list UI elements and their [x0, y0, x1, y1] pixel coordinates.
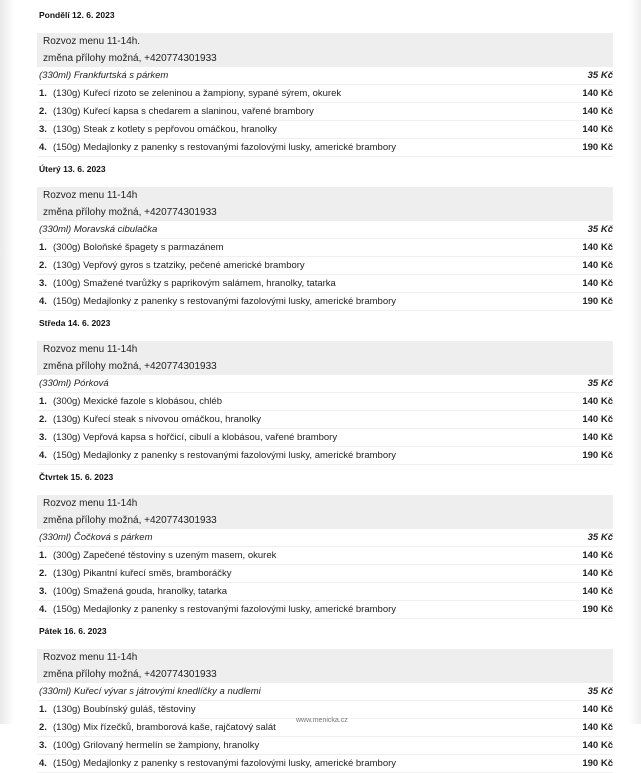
soup-price: 35 Kč	[587, 70, 613, 81]
item-price: 140 Kč	[582, 124, 613, 135]
menu-item	[37, 103, 613, 121]
item-number: 2.	[39, 722, 47, 733]
item-name: (130g) Kuřecí rizoto se zeleninou a žampiony, sypané sýrem, okurek	[53, 88, 342, 99]
soup-name: (330ml) Čočková s párkem	[39, 532, 153, 543]
item-name: (130g) Kuřecí steak s nivovou omáčkou, hranolky	[53, 414, 262, 425]
item-price: 140 Kč	[582, 106, 613, 117]
item-name: (130g) Pikantní kuřecí směs, bramboráčky	[53, 568, 232, 579]
item-price: 140 Kč	[582, 260, 613, 271]
item-number: 1.	[39, 550, 47, 561]
item-name: (130g) Mix řízečků, bramborová kaše, rajčatový salát	[53, 722, 276, 733]
day-section	[37, 315, 613, 465]
item-number: 4.	[39, 142, 47, 153]
menu-item	[37, 121, 613, 139]
soup-row	[37, 221, 613, 239]
page-shadow-left	[0, 0, 14, 724]
item-number: 4.	[39, 296, 47, 307]
item-number: 1.	[39, 242, 47, 253]
menu-item	[37, 275, 613, 293]
menu-item	[37, 293, 613, 311]
item-name: (150g) Medajlonky z panenky s restovanými fazolovými lusky, americké brambory	[53, 604, 397, 615]
item-price: 190 Kč	[582, 758, 613, 769]
item-number: 1.	[39, 88, 47, 99]
item-name: (300g) Boloňské špagety s parmazánem	[53, 242, 224, 253]
menu-item	[37, 601, 613, 619]
day-title: Úterý 13. 6. 2023	[39, 164, 106, 174]
item-number: 3.	[39, 124, 47, 135]
menu-item	[37, 737, 613, 755]
item-number: 1.	[39, 704, 47, 715]
menu-item	[37, 411, 613, 429]
soup-row	[37, 683, 613, 701]
soup-price: 35 Kč	[587, 686, 613, 697]
item-price: 140 Kč	[582, 242, 613, 253]
item-price: 190 Kč	[582, 142, 613, 153]
item-price: 140 Kč	[582, 568, 613, 579]
soup-name: (330ml) Pórková	[39, 378, 109, 389]
item-name: (130g) Steak z kotlety s pepřovou omáčkou, hranolky	[53, 124, 277, 135]
item-name: (150g) Medajlonky z panenky s restovanými fazolovými lusky, americké brambory	[53, 142, 397, 153]
item-name: (130g) Vepřová kapsa s hořčicí, cibulí a klobásou, vařené brambory	[53, 432, 338, 443]
soup-name: (330ml) Frankfurtská s párkem	[39, 70, 169, 81]
day-section	[37, 161, 613, 311]
page-shadow-right	[629, 0, 641, 724]
soup-row	[37, 375, 613, 393]
item-price: 140 Kč	[582, 88, 613, 99]
note-line: změna přílohy možná, +420774301933	[43, 669, 217, 680]
delivery-note	[37, 33, 613, 67]
item-name: (130g) Boubínský guláš, těstoviny	[53, 704, 196, 715]
day-title: Pondělí 12. 6. 2023	[39, 10, 115, 20]
menu-item	[37, 447, 613, 465]
delivery-note	[37, 341, 613, 375]
item-price: 190 Kč	[582, 450, 613, 461]
item-price: 190 Kč	[582, 604, 613, 615]
soup-row	[37, 67, 613, 85]
day-title: Pátek 16. 6. 2023	[39, 626, 107, 636]
item-price: 140 Kč	[582, 704, 613, 715]
soup-name: (330ml) Moravská cibulačka	[39, 224, 158, 235]
item-name: (150g) Medajlonky z panenky s restovanými fazolovými lusky, americké brambory	[53, 758, 397, 769]
item-price: 140 Kč	[582, 722, 613, 733]
menu-item	[37, 257, 613, 275]
item-name: (100g) Grilovaný hermelín se žampiony, hranolky	[53, 740, 260, 751]
menu-item	[37, 393, 613, 411]
item-name: (150g) Medajlonky z panenky s restovanými fazolovými lusky, americké brambory	[53, 450, 397, 461]
item-price: 140 Kč	[582, 740, 613, 751]
item-price: 140 Kč	[582, 278, 613, 289]
menu-item	[37, 547, 613, 565]
soup-row	[37, 529, 613, 547]
note-line: změna přílohy možná, +420774301933	[43, 53, 217, 64]
note-line: změna přílohy možná, +420774301933	[43, 515, 217, 526]
item-price: 140 Kč	[582, 396, 613, 407]
delivery-note	[37, 495, 613, 529]
menu-item	[37, 85, 613, 103]
soup-price: 35 Kč	[587, 224, 613, 235]
soup-name: (330ml) Kuřecí vývar s játrovými knedlíčky a nudlemi	[39, 686, 261, 697]
item-number: 3.	[39, 740, 47, 751]
day-title: Čtvrtek 15. 6. 2023	[39, 472, 114, 482]
item-number: 2.	[39, 414, 47, 425]
menu-item	[37, 565, 613, 583]
note-line: Rozvoz menu 11-14h	[43, 190, 138, 201]
day-section	[37, 623, 613, 773]
item-number: 3.	[39, 432, 47, 443]
day-section	[37, 7, 613, 157]
menu-item	[37, 429, 613, 447]
menu-item	[37, 139, 613, 157]
footer-url: www.menicka.cz	[296, 717, 348, 724]
menu-item	[37, 755, 613, 773]
menu-document	[37, 0, 613, 773]
item-price: 140 Kč	[582, 586, 613, 597]
item-price: 140 Kč	[582, 550, 613, 561]
item-number: 2.	[39, 260, 47, 271]
note-line: Rozvoz menu 11-14h	[43, 344, 138, 355]
item-number: 4.	[39, 450, 47, 461]
note-line: Rozvoz menu 11-14h	[43, 498, 138, 509]
day-section	[37, 469, 613, 619]
item-number: 3.	[39, 278, 47, 289]
item-number: 2.	[39, 568, 47, 579]
delivery-note	[37, 649, 613, 683]
item-price: 140 Kč	[582, 432, 613, 443]
note-line: Rozvoz menu 11-14h.	[43, 36, 141, 47]
soup-price: 35 Kč	[587, 532, 613, 543]
menu-item	[37, 239, 613, 257]
item-name: (150g) Medajlonky z panenky s restovanými fazolovými lusky, americké brambory	[53, 296, 397, 307]
item-name: (100g) Smažené tvarůžky s paprikovým salámem, hranolky, tatarka	[53, 278, 336, 289]
item-number: 4.	[39, 604, 47, 615]
day-title: Středa 14. 6. 2023	[39, 318, 111, 328]
item-name: (100g) Smažená gouda, hranolky, tatarka	[53, 586, 228, 597]
item-number: 4.	[39, 758, 47, 769]
item-name: (130g) Vepřový gyros s tzatziky, pečené americké brambory	[53, 260, 305, 271]
item-name: (300g) Zapečené těstoviny s uzeným masem, okurek	[53, 550, 277, 561]
item-number: 1.	[39, 396, 47, 407]
item-name: (300g) Mexické fazole s klobásou, chléb	[53, 396, 222, 407]
item-price: 190 Kč	[582, 296, 613, 307]
soup-price: 35 Kč	[587, 378, 613, 389]
menu-item	[37, 583, 613, 601]
note-line: změna přílohy možná, +420774301933	[43, 207, 217, 218]
delivery-note	[37, 187, 613, 221]
note-line: Rozvoz menu 11-14h	[43, 652, 138, 663]
item-name: (130g) Kuřecí kapsa s chedarem a slaninou, vařené brambory	[53, 106, 314, 117]
note-line: změna přílohy možná, +420774301933	[43, 361, 217, 372]
item-price: 140 Kč	[582, 414, 613, 425]
item-number: 3.	[39, 586, 47, 597]
item-number: 2.	[39, 106, 47, 117]
